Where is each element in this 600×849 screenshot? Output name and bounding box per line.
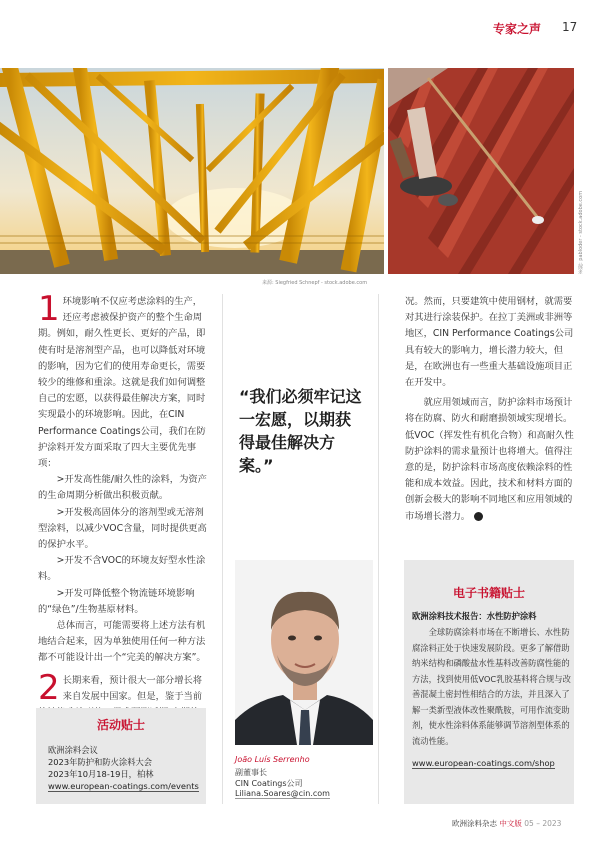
author-email-link[interactable]: Liliana.Soares@cin.com: [235, 789, 330, 798]
paragraph: 就应用领域而言，防护涂料市场预计将在防腐、防火和耐磨损领域实现增长。低VOC（挥发性有机化合物）和高耐久性防护涂料的需求量预计也将增大。值得注意的是，防护涂料市场高度依赖涂料的性能和成本效益。因此，技术和材料方面的创新会极大的影响不同地区和应用领域的市场增长潜力。 ◀: [405, 397, 574, 522]
column-divider: [378, 294, 379, 804]
event-date: 2023年10月18-19日，柏林: [48, 769, 154, 779]
event-name: 欧洲涂料会议: [48, 745, 98, 755]
page-number: 17: [562, 20, 578, 34]
event-tip-box: [36, 708, 206, 804]
roof-painting-photo: [388, 68, 574, 274]
bridge-photo: [0, 68, 384, 274]
dropcap-1: 1: [38, 289, 60, 329]
paragraph: 2 长期来看，预计很大一部分增长将来自发展中国家。但是，鉴于当前: [38, 667, 203, 708]
bullet-item: >开发极高固体分的溶剂型或无溶剂型涂料，以减少VOC含量，同时提供更高的保护水平。: [38, 506, 207, 551]
continue-arrow-icon: ◀: [474, 512, 483, 521]
ebook-description: 全球防腐涂料市场在不断增长、水性防腐涂料正处于快速发展阶段。更多了解借助纳米结构和磷酸盐水性基料改善防腐性能的方法，找到使用低VOC乳胶基料将合规与改善混凝土密封性相结合的方法，并且深入了解一类新型液体改性聚酰胺，可用作流变助剂，使水性涂料体系能够调节溶剂型体系的流动性能。: [412, 627, 571, 746]
author-portrait: [235, 560, 373, 745]
right-column: [405, 294, 575, 525]
photo-credit-right: 来源: pabloder - stock.adobe.com: [578, 190, 584, 274]
ebook-link[interactable]: www.european-coatings.com/shop: [412, 758, 555, 768]
column-divider: [222, 294, 223, 804]
author-name: João Luís Serrenho: [235, 755, 310, 764]
event-conference: 2023年防护和防火涂料大会: [48, 757, 153, 767]
left-column: [38, 289, 208, 737]
pull-quote: “我们必须牢记这一宏愿，以期获得最佳解决方案。”: [239, 387, 362, 475]
footer-edition: 中文版: [499, 819, 522, 828]
section-title: 专家之声: [493, 22, 542, 36]
footer-magazine: 欧洲涂料杂志: [452, 819, 497, 828]
event-tip-title: 活动贴士: [96, 718, 145, 732]
paragraph: 1 环境影响不仅应考虑涂料的生产，还应考虑被保护资产的整个生命周期。例如，耐久性更长、更好的产品，即使有时是溶剂型产品，也可以降低对环境的影响，因为它们的使用寿命更长，需要较少的维修和重涂。这就是我们如何调整自己的宏愿，以获得最佳解决方案，同时实现最小的环境影响。因此，在CIN Performance Coatings公司，我们在防护涂料开发方面采取了四大主要优先事项：: [38, 289, 206, 470]
bullet-item: >开发不含VOC的环境友好型水性涂料。: [38, 555, 206, 583]
dropcap-2: 2: [38, 667, 60, 708]
bullet-item: >开发可降低整个物流链环境影响的“绿色”/生物基原材料。: [38, 587, 195, 615]
bullet-item: >开发高性能/耐久性的涂料，为资产的生命周期分析做出积极贡献。: [38, 474, 207, 502]
ebook-tip-box: [404, 560, 574, 804]
author-role: 副董事长: [235, 768, 267, 777]
ebook-tip-title: 电子书籍贴士: [452, 586, 525, 600]
author-company: CIN Coatings公司: [235, 779, 303, 788]
paragraph: 总体而言，可能需要将上述方法有机地结合起来，因为单独使用任何一种方法都不可能设计出一个“完美的解决方案”。: [38, 620, 206, 664]
page-footer: [452, 818, 561, 829]
photo-credit-left: 来源: Siegfried Schnepf - stock.adobe.com: [262, 280, 368, 286]
paragraph: 况。然而，只要建筑中使用钢材，就需要对其进行涂装保护。在拉丁美洲或非洲等地区，CIN Performance Coatings公司具有较大的影响力，增长潜力较大，但是，在欧洲也有一些重大基础设施项目正在开发中。: [405, 296, 574, 389]
event-link[interactable]: www.european-coatings.com/events: [48, 781, 199, 791]
ebook-subtitle: 欧洲涂料技术报告：水性防护涂料: [412, 611, 537, 621]
footer-issue: 05 – 2023: [524, 819, 562, 828]
